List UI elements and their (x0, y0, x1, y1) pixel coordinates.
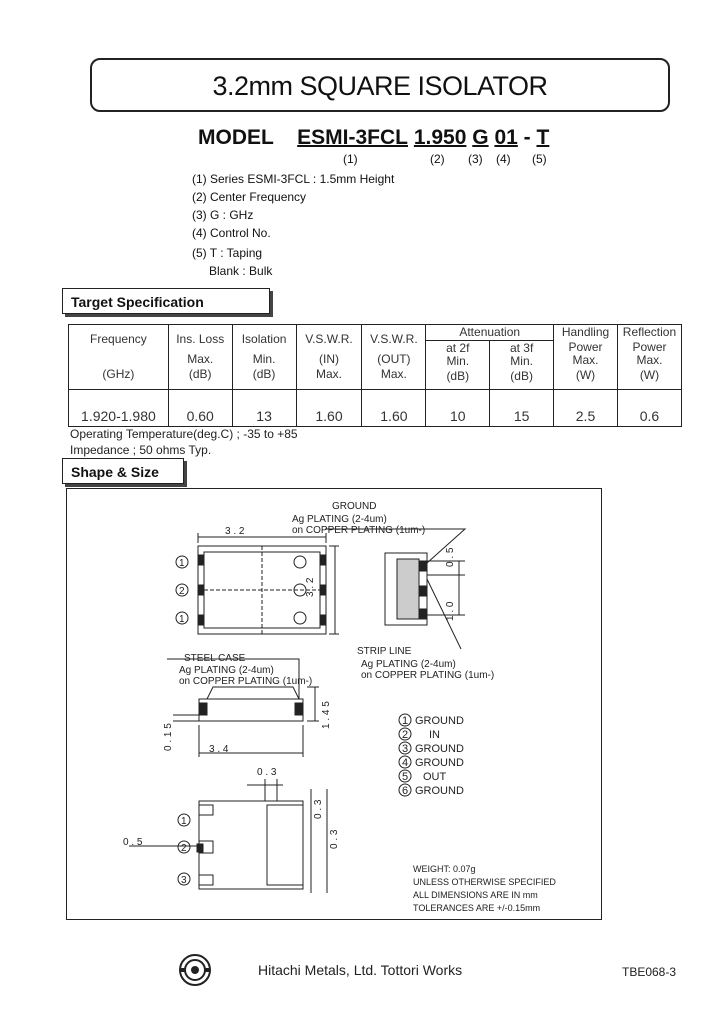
index-4: (4) (496, 152, 511, 166)
ag-plating-1: Ag PLATING (2-4um) (292, 514, 387, 525)
dim-front-width: 3 . 4 (209, 744, 229, 755)
legend-num-4: 4 (402, 757, 409, 769)
operating-temperature: Operating Temperature(deg.C) ; -35 to +85 (70, 427, 298, 441)
ag-plating-2: Ag PLATING (2-4um) (179, 665, 274, 676)
bottom-view (129, 779, 327, 893)
pin-label-bottom-2: 2 (181, 843, 187, 854)
spec-values-row (69, 390, 682, 427)
dim-side-10: 1 . 0 (445, 601, 456, 621)
copper-plating-1: on COPPER PLATING (1um-) (292, 525, 426, 536)
target-spec-heading: Target Specification (62, 288, 270, 314)
steel-case-label: STEEL CASE (184, 653, 246, 664)
drawing-svg (67, 489, 601, 919)
val-at-2f: 10 (426, 390, 490, 427)
unless-note: UNLESS OTHERWISE SPECIFIED (413, 877, 556, 887)
top-view (198, 533, 339, 634)
shape-size-heading: Shape & Size (62, 458, 184, 484)
spec-table (68, 324, 682, 427)
hdr-isolation-min: Min. (252, 352, 276, 366)
dim-top-height: 3 . 2 (305, 577, 316, 597)
unit-isolation: (dB) (252, 367, 276, 381)
hdr-handling-power: Power (568, 340, 603, 354)
note-2: (2) Center Frequency (192, 190, 307, 204)
dimension-drawing (66, 488, 602, 920)
legend-num-1: 1 (402, 715, 409, 727)
note-6: Blank : Bulk (209, 264, 273, 278)
index-3: (3) (468, 152, 483, 166)
document-code: TBE068-3 (622, 965, 677, 979)
weight-note: WEIGHT: 0.07g (413, 864, 476, 874)
legend-label-2: IN (429, 729, 440, 741)
side-view (325, 529, 465, 649)
tolerance-note: TOLERANCES ARE +/-0.15mm (413, 903, 541, 913)
index-5: (5) (532, 152, 547, 166)
unit-frequency: (GHz) (102, 367, 135, 381)
model-unit: G (472, 126, 489, 149)
hitachi-logo-icon (178, 953, 212, 987)
hdr-vswr-in: V.S.W.R. (305, 332, 353, 346)
hdr-at-2f-min: Min. (446, 354, 470, 368)
legend-label-4: GROUND (415, 757, 464, 769)
pin-label-top-2: 2 (179, 586, 185, 597)
hdr-reflection: Reflection (622, 325, 677, 339)
legend-num-3: 3 (402, 743, 409, 755)
dim-side-05: 0 . 5 (445, 547, 456, 567)
ground-label: GROUND (332, 501, 377, 512)
pin-legend (399, 714, 464, 797)
model-dash: - (523, 126, 531, 149)
strip-line-label: STRIP LINE (357, 646, 412, 657)
model-taping: T (536, 126, 550, 149)
model-notes (192, 170, 394, 280)
index-2: (2) (430, 152, 445, 166)
pin-label-top-1: 1 (179, 558, 185, 569)
legend-label-1: GROUND (415, 715, 464, 727)
dim-front-height: 1 . 4 5 (321, 701, 332, 729)
legend-label-6: GROUND (415, 785, 464, 797)
hdr-reflection-max: Max. (636, 353, 663, 367)
company-name: Hitachi Metals, Ltd. Tottori Works (258, 962, 463, 978)
note-3: (3) G : GHz (192, 208, 254, 222)
pin-label-top-3: 1 (179, 614, 185, 625)
unit-handling: (W) (575, 368, 596, 382)
legend-label-5: OUT (423, 771, 447, 783)
pin-label-bottom-1: 1 (181, 816, 187, 827)
hdr-at-3f: at 3f (509, 341, 534, 355)
dim-front-015: 0 . 1 5 (163, 723, 174, 751)
hdr-handling: Handling (561, 325, 610, 339)
legend-num-2: 2 (402, 729, 409, 741)
hdr-ins-loss-max: Max. (187, 352, 214, 366)
hdr-vswr-in-max: Max. (315, 367, 342, 381)
dimensions-note: ALL DIMENSIONS ARE IN mm (413, 890, 538, 900)
dim-bottom-03: 0 . 3 (257, 767, 277, 778)
val-frequency: 1.920-1.980 (69, 390, 169, 427)
legend-num-6: 6 (402, 785, 409, 797)
model-frequency: 1.950 (413, 126, 467, 149)
ag-plating-3: Ag PLATING (2-4um) (361, 659, 456, 670)
hdr-isolation: Isolation (241, 332, 287, 346)
copper-plating-3: on COPPER PLATING (1um-) (361, 670, 495, 681)
operating-conditions (70, 426, 298, 458)
val-vswr-in: 1.60 (296, 390, 362, 427)
hdr-attenuation: Attenuation (426, 325, 554, 341)
drawing-notes (413, 864, 556, 913)
hdr-at-3f-min: Min. (510, 354, 533, 368)
val-at-3f: 15 (490, 390, 554, 427)
dim-bottom-03b: 0 . 3 (313, 799, 324, 819)
spec-header-row (69, 325, 682, 341)
hdr-reflection-power: Power (632, 340, 667, 354)
unit-ins-loss: (dB) (188, 367, 212, 381)
index-1: (1) (343, 152, 358, 166)
hdr-vswr-in-sub: (IN) (318, 352, 339, 366)
copper-plating-2: on COPPER PLATING (1um-) (179, 676, 313, 687)
hdr-ins-loss: Ins. Loss (176, 332, 225, 346)
note-4: (4) Control No. (192, 226, 271, 240)
dim-top-width: 3 . 2 (225, 526, 245, 537)
hdr-frequency: Frequency (90, 332, 147, 346)
page-title: 3.2mm SQUARE ISOLATOR (90, 58, 670, 112)
hdr-vswr-out-max: Max. (380, 367, 407, 381)
val-vswr-out: 1.60 (362, 390, 426, 427)
pin-label-bottom-3: 3 (181, 875, 187, 886)
val-reflection: 0.6 (617, 390, 681, 427)
unit-at-2f: (dB) (446, 369, 470, 383)
legend-label-3: GROUND (415, 743, 464, 755)
impedance: Impedance ; 50 ohms Typ. (70, 443, 212, 457)
legend-num-5: 5 (402, 771, 409, 783)
dim-bottom-05: 0 . 5 (123, 837, 143, 848)
dim-bottom-03c: 0 . 3 (329, 829, 340, 849)
hdr-at-2f: at 2f (446, 341, 470, 355)
val-handling: 2.5 (554, 390, 618, 427)
model-designation (198, 126, 549, 150)
unit-reflection: (W) (639, 368, 660, 382)
hdr-handling-max: Max. (572, 353, 599, 367)
val-isolation: 13 (232, 390, 296, 427)
unit-at-3f: (dB) (510, 369, 533, 383)
model-series: ESMI-3FCL (297, 126, 409, 149)
note-5: (5) T : Taping (192, 246, 263, 260)
val-ins-loss: 0.60 (168, 390, 232, 427)
model-control: 01 (494, 126, 518, 149)
hdr-vswr-out-sub: (OUT) (377, 352, 411, 366)
model-label: MODEL (198, 126, 274, 149)
note-1: (1) Series ESMI-3FCL : 1.5mm Height (192, 172, 395, 186)
hdr-vswr-out: V.S.W.R. (370, 332, 418, 346)
